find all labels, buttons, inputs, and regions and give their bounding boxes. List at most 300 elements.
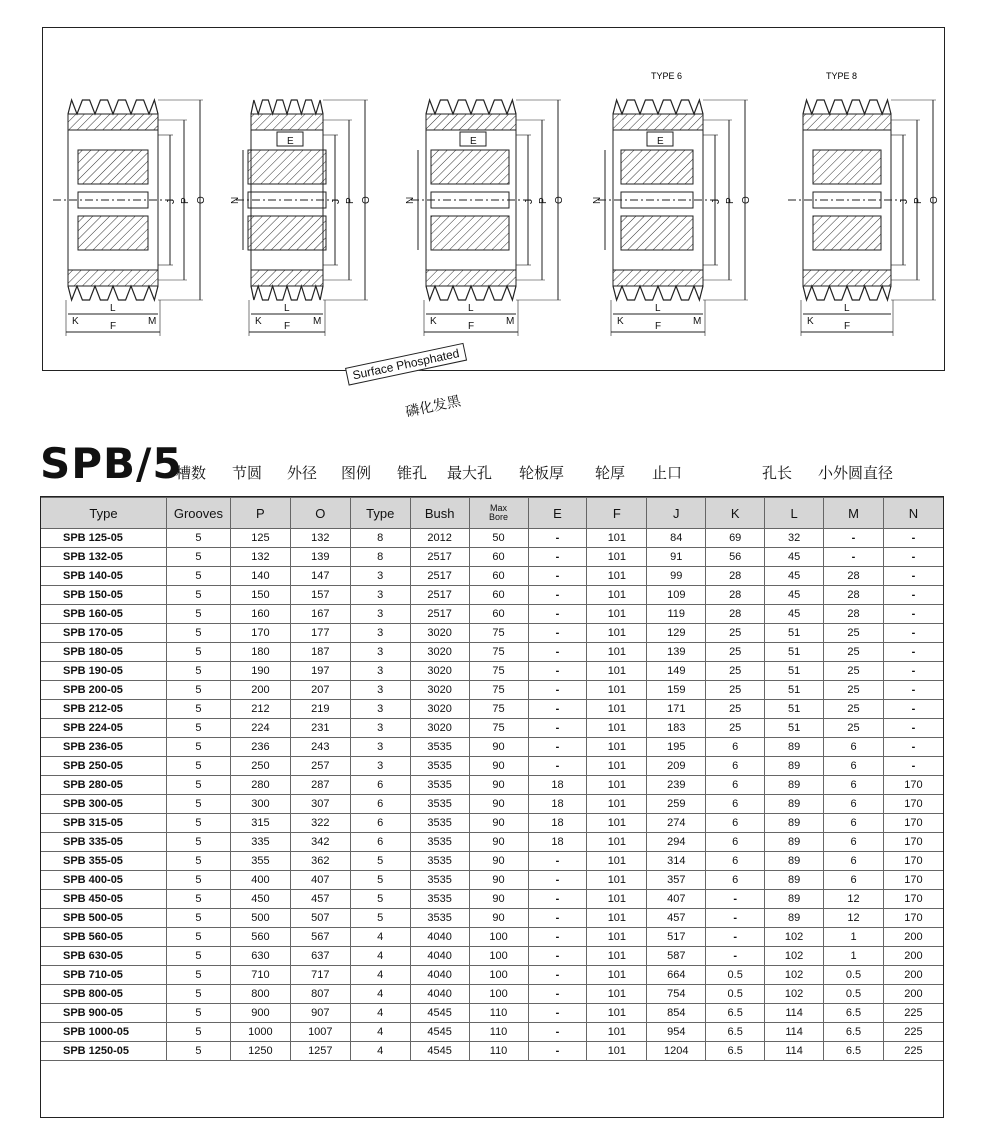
table-row	[41, 776, 944, 795]
table-cell: 3535	[410, 852, 469, 871]
table-cell: -	[528, 928, 587, 947]
table-cell: 335	[230, 833, 290, 852]
table-cell: 3	[350, 757, 410, 776]
table-cell: -	[883, 643, 943, 662]
table-cell: 60	[469, 567, 528, 586]
table-cell: 25	[824, 662, 884, 681]
table-cell: -	[706, 928, 765, 947]
table-cell: 51	[765, 700, 824, 719]
table-cell: 4545	[410, 1042, 469, 1061]
table-cell: 25	[824, 624, 884, 643]
table-row	[41, 681, 944, 700]
table-cell: -	[528, 890, 587, 909]
table-cell: 101	[587, 985, 647, 1004]
table-cell: 5	[166, 1042, 230, 1061]
dimension-label: F	[284, 321, 291, 332]
table-cell: 102	[765, 947, 824, 966]
table-cell: -	[528, 909, 587, 928]
table-cell: 517	[647, 928, 706, 947]
table-cell: SPB 212-05	[41, 700, 167, 719]
table-cell: 60	[469, 548, 528, 567]
table-cell: 45	[765, 567, 824, 586]
dimension-label: E	[657, 136, 664, 147]
table-cell: 18	[528, 795, 587, 814]
groove-profile-bottom	[68, 286, 158, 300]
table-cell: 1257	[290, 1042, 350, 1061]
table-cell: 287	[290, 776, 350, 795]
table-cell: 89	[765, 852, 824, 871]
table-cell: 170	[883, 852, 943, 871]
table-cell: -	[528, 719, 587, 738]
table-cell: 507	[290, 909, 350, 928]
column-cn-label: 节圆	[232, 464, 263, 482]
table-cell: 89	[765, 738, 824, 757]
column-header: Bush	[410, 498, 469, 529]
table-cell: 954	[647, 1023, 706, 1042]
table-cell: 6	[706, 738, 765, 757]
column-header: E	[528, 498, 587, 529]
table-cell: -	[528, 966, 587, 985]
type6-label: TYPE 6	[651, 71, 683, 81]
table-cell: 101	[587, 567, 647, 586]
table-cell: SPB 1000-05	[41, 1023, 167, 1042]
column-header: N	[883, 498, 943, 529]
table-cell: SPB 180-05	[41, 643, 167, 662]
table-cell: 0.5	[824, 985, 884, 1004]
table-cell: 300	[230, 795, 290, 814]
table-cell: 355	[230, 852, 290, 871]
table-cell: 3	[350, 700, 410, 719]
table-cell: 100	[469, 928, 528, 947]
table-cell: -	[883, 681, 943, 700]
table-cell: 5	[166, 871, 230, 890]
dimension-label: N	[405, 196, 416, 204]
table-cell: -	[706, 909, 765, 928]
table-cell: 3535	[410, 738, 469, 757]
table-cell: 5	[166, 643, 230, 662]
table-cell: SPB 170-05	[41, 624, 167, 643]
table-cell: 101	[587, 1023, 647, 1042]
table-cell: -	[883, 548, 943, 567]
table-row	[41, 529, 944, 548]
table-cell: 3	[350, 719, 410, 738]
table-cell: 45	[765, 605, 824, 624]
table-cell: 6	[824, 776, 884, 795]
table-row	[41, 605, 944, 624]
table-row	[41, 738, 944, 757]
table-cell: 102	[765, 985, 824, 1004]
table-cell: 101	[587, 814, 647, 833]
table-cell: 101	[587, 795, 647, 814]
table-cell: SPB 280-05	[41, 776, 167, 795]
table-cell: 4	[350, 1042, 410, 1061]
table-cell: 717	[290, 966, 350, 985]
table-cell: 457	[647, 909, 706, 928]
rim-top	[68, 114, 158, 130]
table-cell: 0.5	[824, 966, 884, 985]
table-cell: 239	[647, 776, 706, 795]
table-cell: SPB 355-05	[41, 852, 167, 871]
table-cell: 18	[528, 833, 587, 852]
column-cn-label: 外径	[287, 464, 318, 482]
table-cell: 89	[765, 833, 824, 852]
table-cell: -	[883, 624, 943, 643]
table-cell: 6	[706, 833, 765, 852]
table-cell: 5	[166, 909, 230, 928]
table-cell: SPB 400-05	[41, 871, 167, 890]
table-cell: -	[824, 548, 884, 567]
table-cell: -	[883, 738, 943, 757]
table-cell: 101	[587, 605, 647, 624]
table-cell: 101	[587, 1042, 647, 1061]
table-cell: 149	[647, 662, 706, 681]
table-cell: 101	[587, 681, 647, 700]
groove-profile-top	[613, 100, 703, 114]
pulley-diagrams	[43, 28, 946, 372]
table-cell: SPB 132-05	[41, 548, 167, 567]
table-row	[41, 567, 944, 586]
table-cell: 89	[765, 795, 824, 814]
table-cell: -	[528, 700, 587, 719]
table-cell: 167	[290, 605, 350, 624]
table-cell: 4040	[410, 947, 469, 966]
dimension-label: P	[180, 197, 191, 204]
table-cell: -	[883, 567, 943, 586]
table-cell: SPB 335-05	[41, 833, 167, 852]
rim-top	[613, 114, 703, 130]
dimension-label: E	[470, 136, 477, 147]
table-cell: SPB 1250-05	[41, 1042, 167, 1061]
table-cell: 90	[469, 833, 528, 852]
table-cell: 6.5	[824, 1023, 884, 1042]
table-cell: -	[883, 719, 943, 738]
table-cell: 114	[765, 1023, 824, 1042]
column-cn-label: 锥孔	[397, 464, 428, 482]
table-cell: 75	[469, 624, 528, 643]
table-cell: 119	[647, 605, 706, 624]
table-cell: 101	[587, 586, 647, 605]
table-cell: -	[883, 586, 943, 605]
table-cell: SPB 236-05	[41, 738, 167, 757]
table-row	[41, 852, 944, 871]
table-cell: 89	[765, 757, 824, 776]
dimension-label: O	[929, 196, 940, 204]
table-row	[41, 662, 944, 681]
table-cell: 357	[647, 871, 706, 890]
table-cell: 89	[765, 814, 824, 833]
table-cell: 3535	[410, 909, 469, 928]
table-cell: 6	[706, 776, 765, 795]
hub-top	[78, 150, 148, 184]
dimension-label: J	[711, 199, 722, 204]
table-cell: -	[528, 947, 587, 966]
dimension-label: N	[230, 196, 241, 204]
column-header: K	[706, 498, 765, 529]
dimension-label: P	[538, 197, 549, 204]
table-cell: 101	[587, 643, 647, 662]
table-cell: 200	[883, 985, 943, 1004]
dimension-label: L	[844, 303, 850, 314]
table-cell: 177	[290, 624, 350, 643]
table-cell: 3020	[410, 681, 469, 700]
table-cell: 3535	[410, 776, 469, 795]
table-cell: SPB 800-05	[41, 985, 167, 1004]
table-cell: 6	[824, 814, 884, 833]
table-cell: SPB 250-05	[41, 757, 167, 776]
table-cell: 5	[166, 833, 230, 852]
table-cell: -	[528, 1042, 587, 1061]
table-cell: 132	[290, 529, 350, 548]
table-cell: 907	[290, 1004, 350, 1023]
column-header: O	[290, 498, 350, 529]
surface-phosphated-stamp	[345, 346, 515, 432]
hub-top	[813, 150, 881, 184]
table-cell: 5	[166, 795, 230, 814]
table-cell: 0.5	[706, 985, 765, 1004]
column-header: M	[824, 498, 884, 529]
table-row	[41, 928, 944, 947]
table-cell: 5	[350, 852, 410, 871]
table-cell: 5	[166, 700, 230, 719]
table-cell: 4	[350, 928, 410, 947]
table-cell: 4	[350, 966, 410, 985]
table-cell: -	[528, 738, 587, 757]
table-cell: 114	[765, 1004, 824, 1023]
table-cell: 209	[647, 757, 706, 776]
table-cell: 3	[350, 586, 410, 605]
table-cell: 854	[647, 1004, 706, 1023]
table-cell: -	[706, 947, 765, 966]
table-cell: 3535	[410, 814, 469, 833]
table-cell: 32	[765, 529, 824, 548]
table-cell: 5	[166, 852, 230, 871]
dimension-label: M	[148, 316, 157, 327]
table-cell: 6	[824, 757, 884, 776]
table-cell: 200	[883, 928, 943, 947]
dimension-label: L	[284, 303, 290, 314]
table-cell: -	[528, 757, 587, 776]
groove-profile-top	[251, 100, 323, 114]
table-cell: 5	[166, 662, 230, 681]
rim-top	[803, 114, 891, 130]
column-header: P	[230, 498, 290, 529]
table-cell: 5	[166, 1023, 230, 1042]
table-cell: 637	[290, 947, 350, 966]
stamp-english: Surface Phosphated	[345, 343, 467, 386]
table-cell: 101	[587, 947, 647, 966]
table-cell: 5	[350, 890, 410, 909]
table-cell: 5	[166, 928, 230, 947]
column-header: J	[647, 498, 706, 529]
table-cell: 587	[647, 947, 706, 966]
table-cell: 6	[824, 852, 884, 871]
table-cell: 60	[469, 586, 528, 605]
table-cell: 5	[166, 719, 230, 738]
table-row	[41, 624, 944, 643]
column-cn-label: 最大孔	[447, 464, 493, 482]
table-cell: 3	[350, 605, 410, 624]
table-cell: 51	[765, 681, 824, 700]
table-cell: 28	[824, 586, 884, 605]
table-row	[41, 814, 944, 833]
table-cell: -	[883, 662, 943, 681]
table-cell: SPB 224-05	[41, 719, 167, 738]
table-cell: 6	[706, 757, 765, 776]
dimension-label: N	[592, 196, 603, 204]
table-cell: -	[883, 757, 943, 776]
table-cell: 56	[706, 548, 765, 567]
table-cell: 3535	[410, 795, 469, 814]
table-cell: 101	[587, 966, 647, 985]
hub-bottom	[431, 216, 509, 250]
table-cell: -	[528, 529, 587, 548]
dimension-label: O	[554, 196, 565, 204]
table-cell: 101	[587, 833, 647, 852]
table-cell: 6	[706, 814, 765, 833]
table-cell: 4	[350, 1023, 410, 1042]
table-cell: 129	[647, 624, 706, 643]
table-cell: 225	[883, 1023, 943, 1042]
table-cell: -	[883, 605, 943, 624]
rim-top	[426, 114, 516, 130]
table-cell: 183	[647, 719, 706, 738]
table-cell: 407	[647, 890, 706, 909]
column-header: Type	[41, 498, 167, 529]
table-cell: 102	[765, 966, 824, 985]
table-cell: 51	[765, 719, 824, 738]
table-cell: 110	[469, 1004, 528, 1023]
table-cell: 6.5	[824, 1004, 884, 1023]
hub-bottom	[248, 216, 326, 250]
table-cell: 1250	[230, 1042, 290, 1061]
groove-profile-top	[803, 100, 891, 114]
dimension-label: L	[655, 303, 661, 314]
table-cell: 25	[706, 681, 765, 700]
table-cell: 18	[528, 814, 587, 833]
table-cell: -	[824, 529, 884, 548]
series-heading	[40, 440, 950, 490]
table-cell: 170	[883, 795, 943, 814]
table-cell: 5	[166, 757, 230, 776]
table-cell: 197	[290, 662, 350, 681]
table-cell: -	[528, 1004, 587, 1023]
table-cell: 2517	[410, 586, 469, 605]
table-cell: 90	[469, 890, 528, 909]
table-cell: 3535	[410, 757, 469, 776]
table-cell: -	[528, 871, 587, 890]
table-cell: 900	[230, 1004, 290, 1023]
dimension-label: J	[899, 199, 910, 204]
table-cell: 5	[166, 567, 230, 586]
column-header: Type	[350, 498, 410, 529]
table-cell: 4	[350, 947, 410, 966]
table-cell: 100	[469, 985, 528, 1004]
table-cell: 5	[166, 985, 230, 1004]
table-cell: 25	[824, 719, 884, 738]
table-cell: 50	[469, 529, 528, 548]
table-cell: 75	[469, 662, 528, 681]
column-cn-label: 图例	[341, 464, 372, 482]
table-cell: 101	[587, 757, 647, 776]
table-cell: 5	[166, 947, 230, 966]
table-row	[41, 1042, 944, 1061]
table-cell: 132	[230, 548, 290, 567]
table-cell: 18	[528, 776, 587, 795]
table-cell: 6	[350, 776, 410, 795]
table-cell: 101	[587, 871, 647, 890]
table-cell: 89	[765, 909, 824, 928]
table-cell: 84	[647, 529, 706, 548]
table-cell: 5	[350, 909, 410, 928]
table-cell: 314	[647, 852, 706, 871]
dimension-label: F	[655, 321, 662, 332]
column-cn-label: 小外圆直径	[818, 464, 894, 482]
table-cell: 6	[350, 795, 410, 814]
rim-bottom	[613, 270, 703, 286]
table-cell: 170	[883, 776, 943, 795]
table-cell: 5	[166, 605, 230, 624]
table-cell: 3535	[410, 833, 469, 852]
table-cell: SPB 190-05	[41, 662, 167, 681]
table-row	[41, 700, 944, 719]
table-cell: -	[528, 681, 587, 700]
table-cell: 170	[883, 909, 943, 928]
table-cell: 500	[230, 909, 290, 928]
table-cell: SPB 710-05	[41, 966, 167, 985]
table-cell: 225	[883, 1042, 943, 1061]
table-cell: 6	[706, 871, 765, 890]
table-cell: 12	[824, 909, 884, 928]
table-cell: 4040	[410, 985, 469, 1004]
table-cell: -	[883, 529, 943, 548]
table-cell: 8	[350, 548, 410, 567]
table-cell: 90	[469, 757, 528, 776]
hub-bottom	[621, 216, 693, 250]
table-cell: 2517	[410, 548, 469, 567]
table-cell: -	[528, 643, 587, 662]
table-cell: 170	[883, 814, 943, 833]
table-cell: SPB 450-05	[41, 890, 167, 909]
table-cell: 212	[230, 700, 290, 719]
table-cell: 51	[765, 624, 824, 643]
series-title: SPB/5	[40, 439, 183, 488]
table-cell: 6.5	[706, 1042, 765, 1061]
dimension-label: O	[361, 196, 372, 204]
dimension-label: J	[166, 199, 177, 204]
table-cell: SPB 300-05	[41, 795, 167, 814]
table-cell: 28	[706, 586, 765, 605]
table-cell: 69	[706, 529, 765, 548]
table-cell: 75	[469, 643, 528, 662]
table-cell: 4	[350, 985, 410, 1004]
table-cell: 2517	[410, 567, 469, 586]
rim-bottom	[426, 270, 516, 286]
table-cell: 200	[883, 947, 943, 966]
table-cell: 5	[166, 814, 230, 833]
table-cell: 171	[647, 700, 706, 719]
dimension-label: P	[345, 197, 356, 204]
table-cell: 125	[230, 529, 290, 548]
table-cell: 101	[587, 719, 647, 738]
table-cell: 5	[350, 871, 410, 890]
table-row	[41, 890, 944, 909]
hub-top	[621, 150, 693, 184]
hub-top	[248, 150, 326, 184]
table-cell: 25	[706, 624, 765, 643]
table-cell: 6	[824, 738, 884, 757]
table-cell: 28	[824, 567, 884, 586]
table-cell: 6.5	[824, 1042, 884, 1061]
